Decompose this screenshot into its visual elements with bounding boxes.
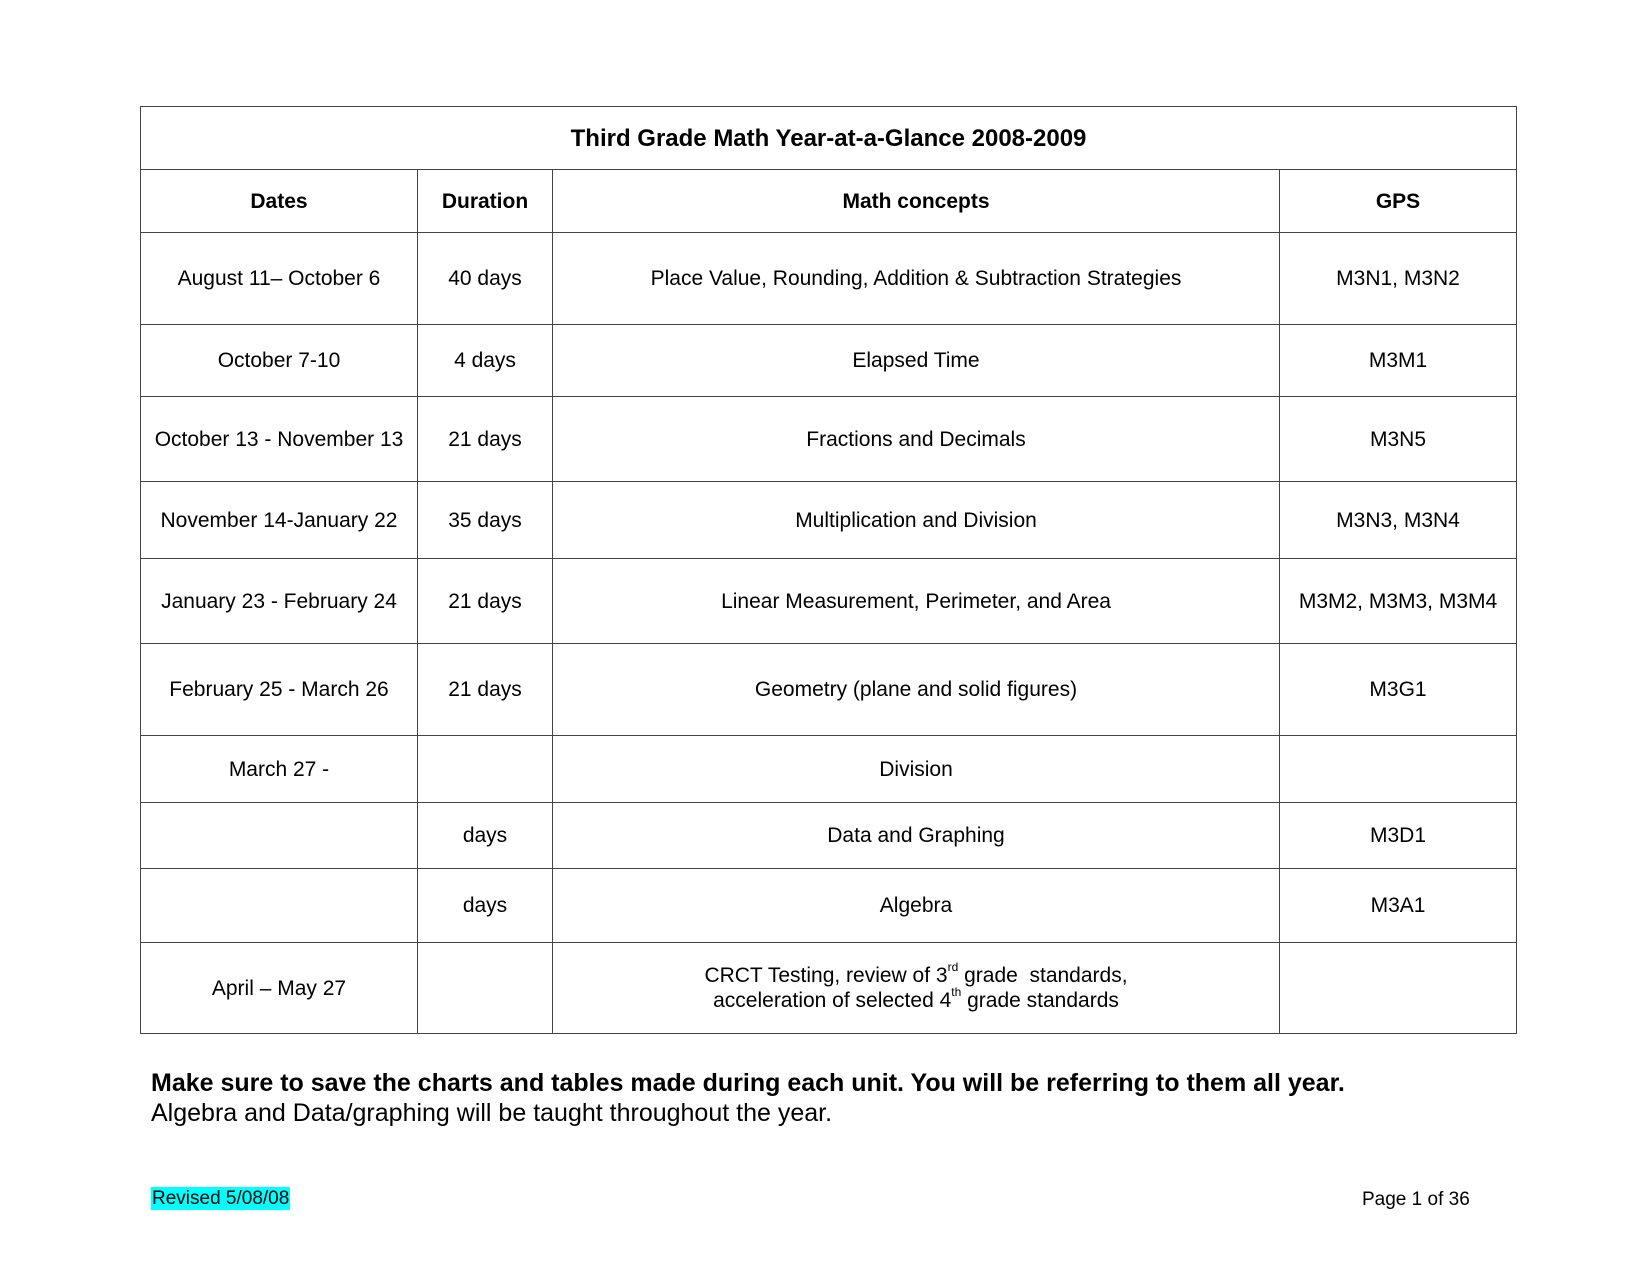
table-row [141,644,1517,736]
cell-duration: days [418,803,553,869]
table-row [141,736,1517,803]
table-row [141,803,1517,869]
concepts-line-2 [559,985,1273,1013]
cell-dates: January 23 - February 24 [141,559,418,644]
cell-concepts: Geometry (plane and solid figures) [553,644,1280,736]
table-row [141,325,1517,397]
revised-date-label: Revised 5/08/08 [152,1188,290,1209]
header-math-concepts: Math concepts [553,170,1280,233]
table-title: Third Grade Math Year-at-a-Glance 2008-2009 [141,107,1517,170]
cell-duration: 21 days [418,397,553,482]
cell-concepts: Elapsed Time [553,325,1280,397]
cell-gps: M3N5 [1280,397,1517,482]
header-dates: Dates [141,170,418,233]
cell-dates: February 25 - March 26 [141,644,418,736]
cell-concepts: Multiplication and Division [553,482,1280,559]
ordinal-th: th [951,985,962,999]
table-row [141,559,1517,644]
cell-dates: November 14-January 22 [141,482,418,559]
cell-gps: M3A1 [1280,869,1517,943]
cell-dates: March 27 - [141,736,418,803]
cell-dates [141,869,418,943]
notes-section [151,1068,1511,1128]
year-at-a-glance-table [140,106,1517,1034]
cell-gps: M3G1 [1280,644,1517,736]
cell-concepts: Algebra [553,869,1280,943]
cell-concepts: Division [553,736,1280,803]
cell-concepts: Place Value, Rounding, Addition & Subtraction Strategies [553,233,1280,325]
cell-duration: days [418,869,553,943]
cell-duration: 21 days [418,644,553,736]
cell-gps: M3N1, M3N2 [1280,233,1517,325]
table-row [141,397,1517,482]
cell-gps: M3M1 [1280,325,1517,397]
cell-gps: M3N3, M3N4 [1280,482,1517,559]
header-gps: GPS [1280,170,1517,233]
cell-duration: 40 days [418,233,553,325]
concepts-line-2-rest: grade standards [961,989,1119,1012]
cell-gps [1280,736,1517,803]
cell-dates: October 7-10 [141,325,418,397]
table-row [141,869,1517,943]
cell-dates [141,803,418,869]
cell-gps: M3D1 [1280,803,1517,869]
table-row [141,943,1517,1034]
cell-duration: 4 days [418,325,553,397]
cell-duration [418,736,553,803]
cell-dates: October 13 - November 13 [141,397,418,482]
cell-gps [1280,943,1517,1034]
cell-gps: M3M2, M3M3, M3M4 [1280,559,1517,644]
ordinal-rd: rd [947,960,959,974]
table-row [141,482,1517,559]
concepts-line-2-text: acceleration of selected 4 [713,989,952,1012]
concepts-line-1 [559,960,1273,988]
header-row [141,170,1517,233]
cell-duration: 21 days [418,559,553,644]
table-row [141,233,1517,325]
cell-dates: April – May 27 [141,943,418,1034]
concepts-line-1-rest: grade standards, [958,964,1128,987]
header-duration: Duration [418,170,553,233]
concepts-line-1-text: CRCT Testing, review of 3 [704,964,948,987]
cell-concepts: Fractions and Decimals [553,397,1280,482]
cell-duration [418,943,553,1034]
cell-concepts: Data and Graphing [553,803,1280,869]
cell-duration: 35 days [418,482,553,559]
save-charts-note: Make sure to save the charts and tables made during each unit. You will be referring to them all year. [151,1069,1345,1097]
throughout-year-note: Algebra and Data/graphing will be taught throughout the year. [151,1099,833,1127]
cell-dates: August 11– October 6 [141,233,418,325]
cell-concepts [553,943,1280,1034]
page-number: Page 1 of 36 [1362,1189,1470,1210]
cell-concepts: Linear Measurement, Perimeter, and Area [553,559,1280,644]
